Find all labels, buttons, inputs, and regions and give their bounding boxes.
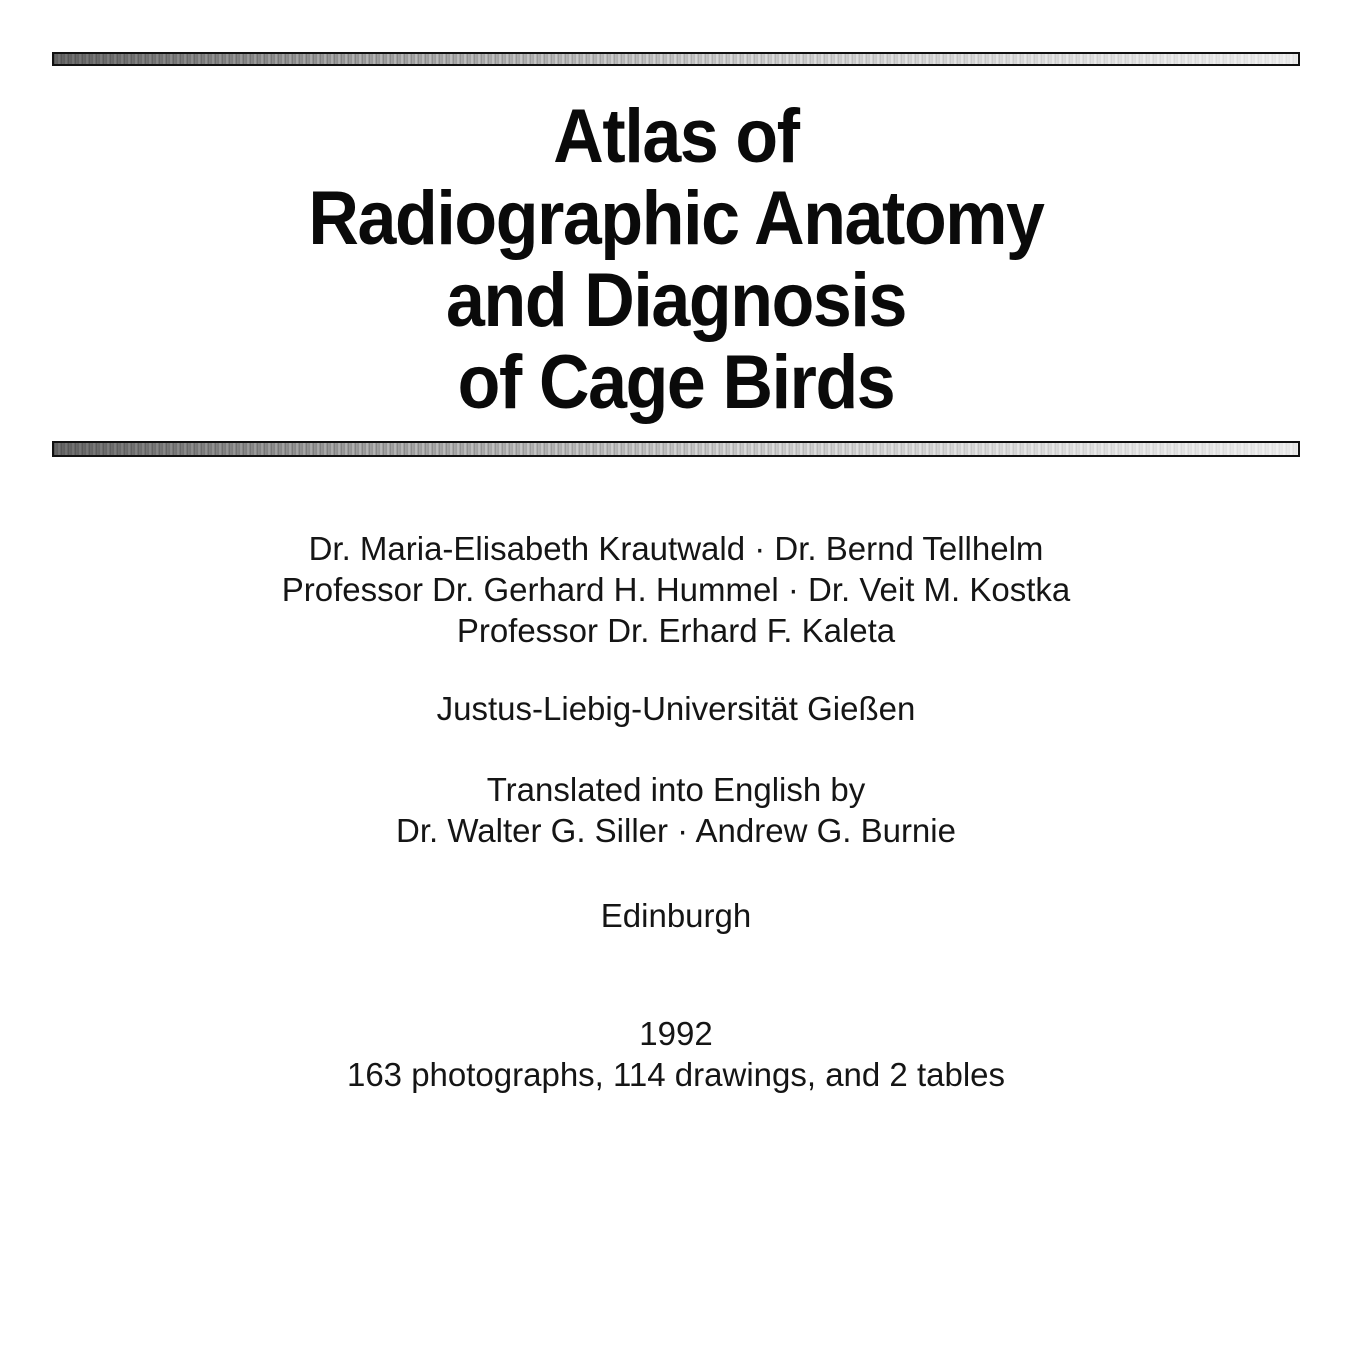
title-line-2: Radiographic Anatomy [308,176,1044,261]
publication-info [0,1013,1352,1095]
translator-names: Dr. Walter G. Siller · Andrew G. Burnie [396,812,956,849]
bottom-decorative-rule [52,441,1300,457]
publication-year: 1992 [639,1015,713,1052]
university-name: Justus-Liebig-Universität Gießen [436,690,916,727]
university-affiliation [0,688,1352,729]
illustration-count: 163 photographs, 114 drawings, and 2 tables [346,1056,1006,1093]
title-line-3: and Diagnosis [446,258,906,343]
translation-credit [0,769,1352,851]
author-line-2: Professor Dr. Gerhard H. Hummel · Dr. Veit M. Kostka [281,571,1071,608]
book-title [0,96,1352,424]
author-list [0,528,1352,651]
author-line-3: Professor Dr. Erhard F. Kaleta [456,612,896,649]
top-decorative-rule [52,52,1300,66]
author-line-1: Dr. Maria-Elisabeth Krautwald · Dr. Bernd Tellhelm [308,530,1044,567]
translation-intro: Translated into English by [486,771,866,808]
title-line-1: Atlas of [553,94,799,179]
translator-city [0,895,1352,936]
city-name: Edinburgh [600,897,752,934]
title-line-4: of Cage Birds [457,340,895,425]
